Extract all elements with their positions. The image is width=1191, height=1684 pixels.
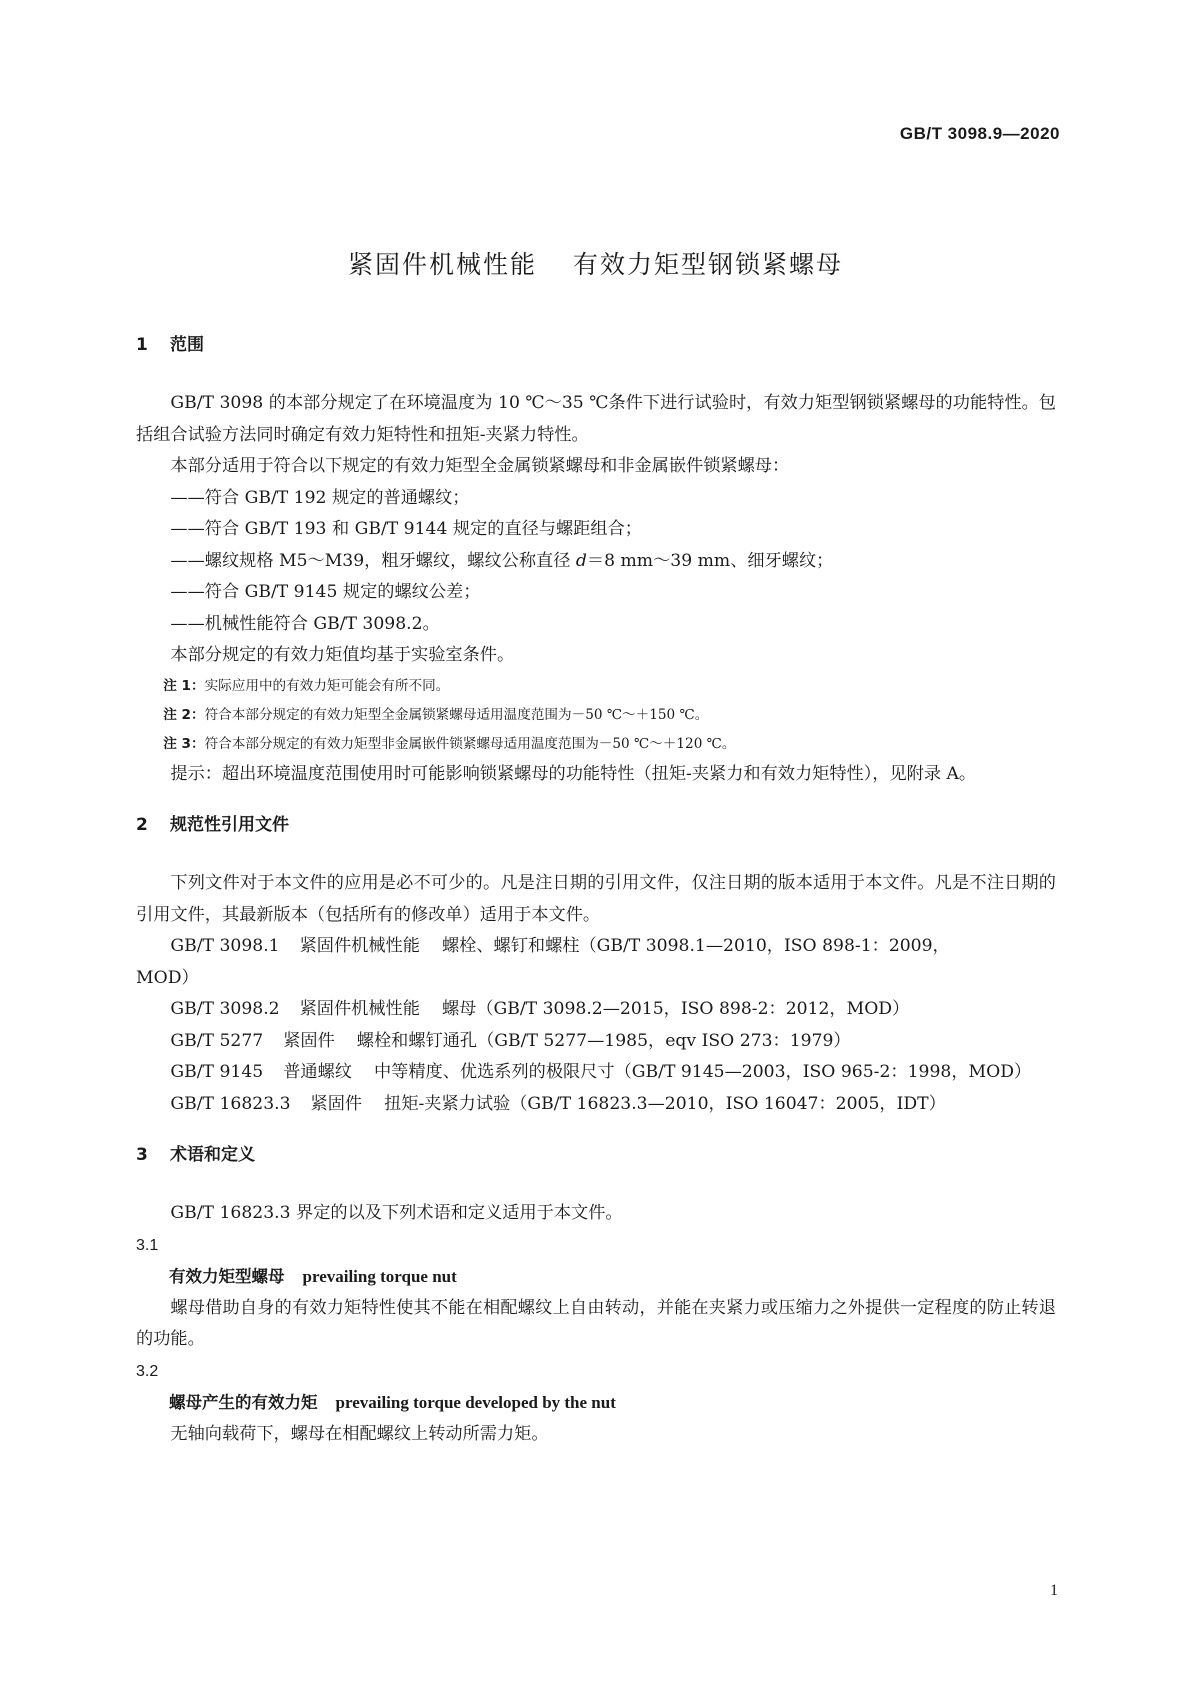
note-tag: 注 3：	[163, 735, 205, 752]
title-part-1: 紧固件机械性能	[347, 249, 537, 279]
scope-paragraph-2: 本部分适用于符合以下规定的有效力矩型全金属锁紧螺母和非金属嵌件锁紧螺母：	[170, 456, 790, 476]
section-title: 范围	[170, 335, 204, 355]
reference-item	[136, 931, 1056, 963]
scope-list-item: ——符合 GB/T 193 和 GB/T 9144 规定的直径与螺距组合；	[170, 519, 642, 539]
document-body	[136, 332, 1056, 1450]
ref-subtitle: 螺栓和螺钉通孔（GB/T 5277—1985，eqv ISO 273：1979）	[356, 1030, 851, 1051]
note-3	[136, 730, 1056, 759]
section-number: 3	[136, 1145, 148, 1165]
term-definition: 螺母借助自身的有效力矩特性使其不能在相配螺纹上自由转动，并能在夹紧力或压缩力之外提供一定程度的防止转退的功能。	[136, 1297, 1056, 1349]
term-zh: 有效力矩型螺母	[169, 1267, 285, 1286]
note-tag: 注 1：	[163, 677, 205, 694]
section-title: 规范性引用文件	[170, 815, 289, 835]
ref-code: GB/T 3098.1	[170, 936, 280, 956]
ref-subtitle: 中等精度、优选系列的极限尺寸（GB/T 9145—2003，ISO 965-2：1998，MOD）	[373, 1062, 1032, 1082]
term-number: 3.1	[136, 1236, 159, 1254]
note-text: 符合本部分规定的有效力矩型全金属锁紧螺母适用温度范围为－50 ℃～＋150 ℃。	[204, 706, 709, 723]
ref-title: 紧固件	[310, 1093, 363, 1114]
reference-item	[136, 1057, 1056, 1089]
reference-item	[136, 994, 1056, 1026]
ref-code: GB/T 16823.3	[170, 1093, 291, 1114]
section-3-heading	[136, 1142, 1056, 1168]
document-title	[0, 245, 1191, 281]
page-number: 1	[1050, 1582, 1058, 1599]
scope-list-item	[136, 546, 1056, 578]
term-en: prevailing torque nut	[302, 1267, 457, 1286]
term-en: prevailing torque developed by the nut	[335, 1393, 616, 1412]
note-1	[136, 672, 1056, 701]
term-heading	[136, 1387, 1056, 1419]
ref-code: GB/T 3098.2	[170, 999, 280, 1019]
list-item-text-rest: ＝8 mm～39 mm、细牙螺纹；	[586, 550, 834, 571]
section-2-heading	[136, 812, 1056, 838]
hint-paragraph: 提示：超出环境温度范围使用时可能影响锁紧螺母的功能特性（扭矩-夹紧力和有效力矩特性），见附录 A。	[170, 763, 977, 784]
ref-title: 紧固件	[283, 1030, 335, 1051]
note-text: 实际应用中的有效力矩可能会有所不同。	[204, 677, 450, 694]
reference-wrap: MOD）	[136, 967, 199, 988]
references-intro: 下列文件对于本文件的应用是必不可少的。凡是注日期的引用文件，仅注日期的版本适用于本文件。凡是不注日期的引用文件，其最新版本（包括所有的修改单）适用于本文件。	[136, 873, 1056, 925]
scope-paragraph-1: GB/T 3098 的本部分规定了在环境温度为 10 ℃～35 ℃条件下进行试验时，有效力矩型钢锁紧螺母的功能特性。包括组合试验方法同时确定有效力矩特性和扭矩-夹紧力特性。	[136, 393, 1056, 445]
section-1-heading	[136, 332, 1056, 358]
ref-code: GB/T 5277	[170, 1030, 264, 1051]
note-2	[136, 701, 1056, 730]
section-number: 1	[136, 335, 148, 355]
ref-title: 紧固件机械性能	[299, 999, 420, 1019]
ref-code: GB/T 9145	[170, 1062, 264, 1082]
scope-list-item: ——机械性能符合 GB/T 3098.2。	[170, 613, 440, 634]
terms-intro: GB/T 16823.3 界定的以及下列术语和定义适用于本文件。	[170, 1203, 623, 1223]
ref-title: 紧固件机械性能	[299, 936, 420, 956]
standard-code: GB/T 3098.9—2020	[899, 124, 1060, 143]
ref-subtitle: 扭矩-夹紧力试验（GB/T 16823.3—2010，ISO 16047：2005，IDT）	[384, 1093, 946, 1114]
list-item-text: ——螺纹规格 M5～M39，粗牙螺纹，螺纹公称直径	[170, 550, 576, 571]
reference-item	[136, 1026, 1056, 1058]
note-text: 符合本部分规定的有效力矩型非金属嵌件锁紧螺母适用温度范围为－50 ℃～＋120 ℃。	[204, 735, 736, 752]
section-number: 2	[136, 815, 148, 835]
ref-subtitle: 螺栓、螺钉和螺柱（GB/T 3098.1—2010，ISO 898-1：2009，	[441, 936, 950, 956]
term-heading	[136, 1261, 1056, 1293]
scope-list-item: ——符合 GB/T 9145 规定的螺纹公差；	[170, 582, 481, 602]
scope-list-item: ——符合 GB/T 192 规定的普通螺纹；	[170, 487, 470, 508]
section-title: 术语和定义	[170, 1145, 255, 1165]
term-zh: 螺母产生的有效力矩	[169, 1393, 318, 1412]
scope-paragraph-3: 本部分规定的有效力矩值均基于实验室条件。	[170, 645, 515, 665]
reference-item	[136, 1089, 1056, 1121]
term-definition: 无轴向载荷下，螺母在相配螺纹上转动所需力矩。	[170, 1423, 549, 1444]
ref-title: 普通螺纹	[283, 1062, 352, 1082]
variable-d: d	[575, 550, 587, 571]
note-tag: 注 2：	[163, 706, 205, 723]
ref-subtitle: 螺母（GB/T 3098.2—2015，ISO 898-2：2012，MOD）	[441, 999, 910, 1019]
title-part-2: 有效力矩型钢锁紧螺母	[573, 249, 844, 279]
term-number: 3.2	[136, 1362, 159, 1380]
